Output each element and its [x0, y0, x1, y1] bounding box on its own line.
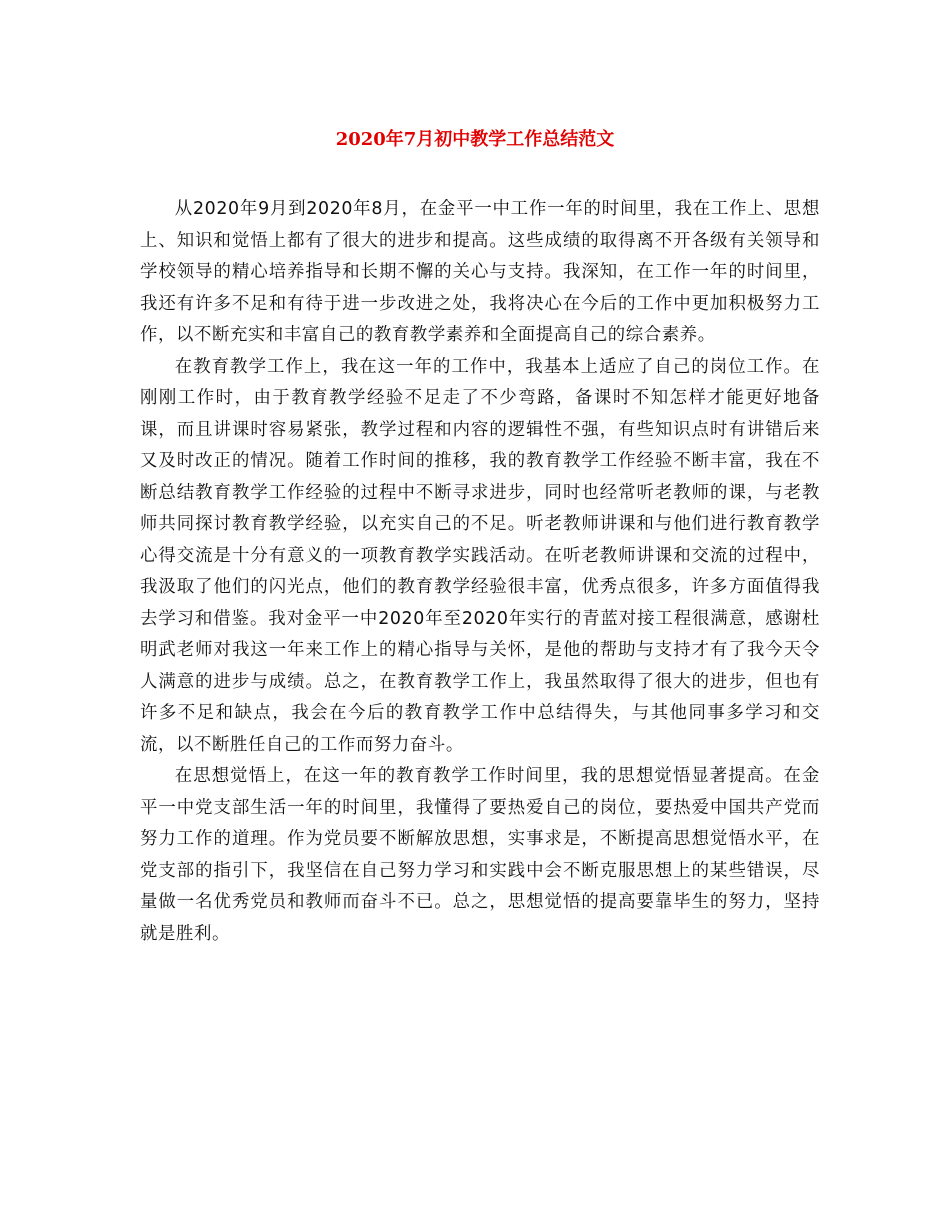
paragraph-intro: 从2020年9月到2020年8月，在金平一中工作一年的时间里，我在工作上、思想上、知识和觉悟上都有了很大的进步和提高。这些成绩的取得离不开各级有关领导和学校领导的精心培养指导和长期不懈的关心与支持。我深知，在工作一年的时间里，我还有许多不足和有待于进一步改进之处，我将决心在今后的工作中更加积极努力工作，以不断充实和丰富自己的教育教学素养和全面提高自己的综合素养。	[140, 199, 820, 345]
document-title: 2020年7月初中教学工作总结范文	[335, 129, 615, 150]
paragraph-teaching: 在教育教学工作上，我在这一年的工作中，我基本上适应了自己的岗位工作。在刚刚工作时，由于教育教学经验不足走了不少弯路，备课时不知怎样才能更好地备课，而且讲课时容易紧张，教学过程和内容的逻辑性不强，有些知识点时有讲错后来又及时改正的情况。随着工作时间的推移，我的教育教学工作经验不断丰富，我在不断总结教育教学工作经验的过程中不断寻求进步，同时也经常听老教师的课，与老教师共同探讨教育教学经验，以充实自己的不足。听老教师讲课和与他们进行教育教学心得交流是十分有意义的一项教育教学实践活动。在听老教师讲课和交流的过程中，我汲取了他们的闪光点，他们的教育教学经验很丰富，优秀点很多，许多方面值得我去学习和借鉴。我对金平一中2020年至2020年实行的青蓝对接工程很满意，感谢杜明武老师对我这一年来工作上的精心指导与关怀，是他的帮助与支持才有了我今天令人满意的进步与成绩。总之，在教育教学工作上，我虽然取得了很大的进步，但也有许多不足和缺点，我会在今后的教育教学工作中总结得失，与其他同事多学习和交流，以不断胜任自己的工作而努力奋斗。	[140, 356, 820, 755]
document-body	[140, 194, 820, 950]
paragraph-ideology: 在思想觉悟上，在这一年的教育教学工作时间里，我的思想觉悟显著提高。在金平一中党支部生活一年的时间里，我懂得了要热爱自己的岗位，要热爱中国共产党而努力工作的道理。作为党员要不断解放思想，实事求是，不断提高思想觉悟水平，在党支部的指引下，我坚信在自己努力学习和实践中会不断克服思想上的某些错误，尽量做一名优秀党员和教师而奋斗不已。总之，思想觉悟的提高要靠毕生的努力，坚持就是胜利。	[140, 766, 820, 944]
